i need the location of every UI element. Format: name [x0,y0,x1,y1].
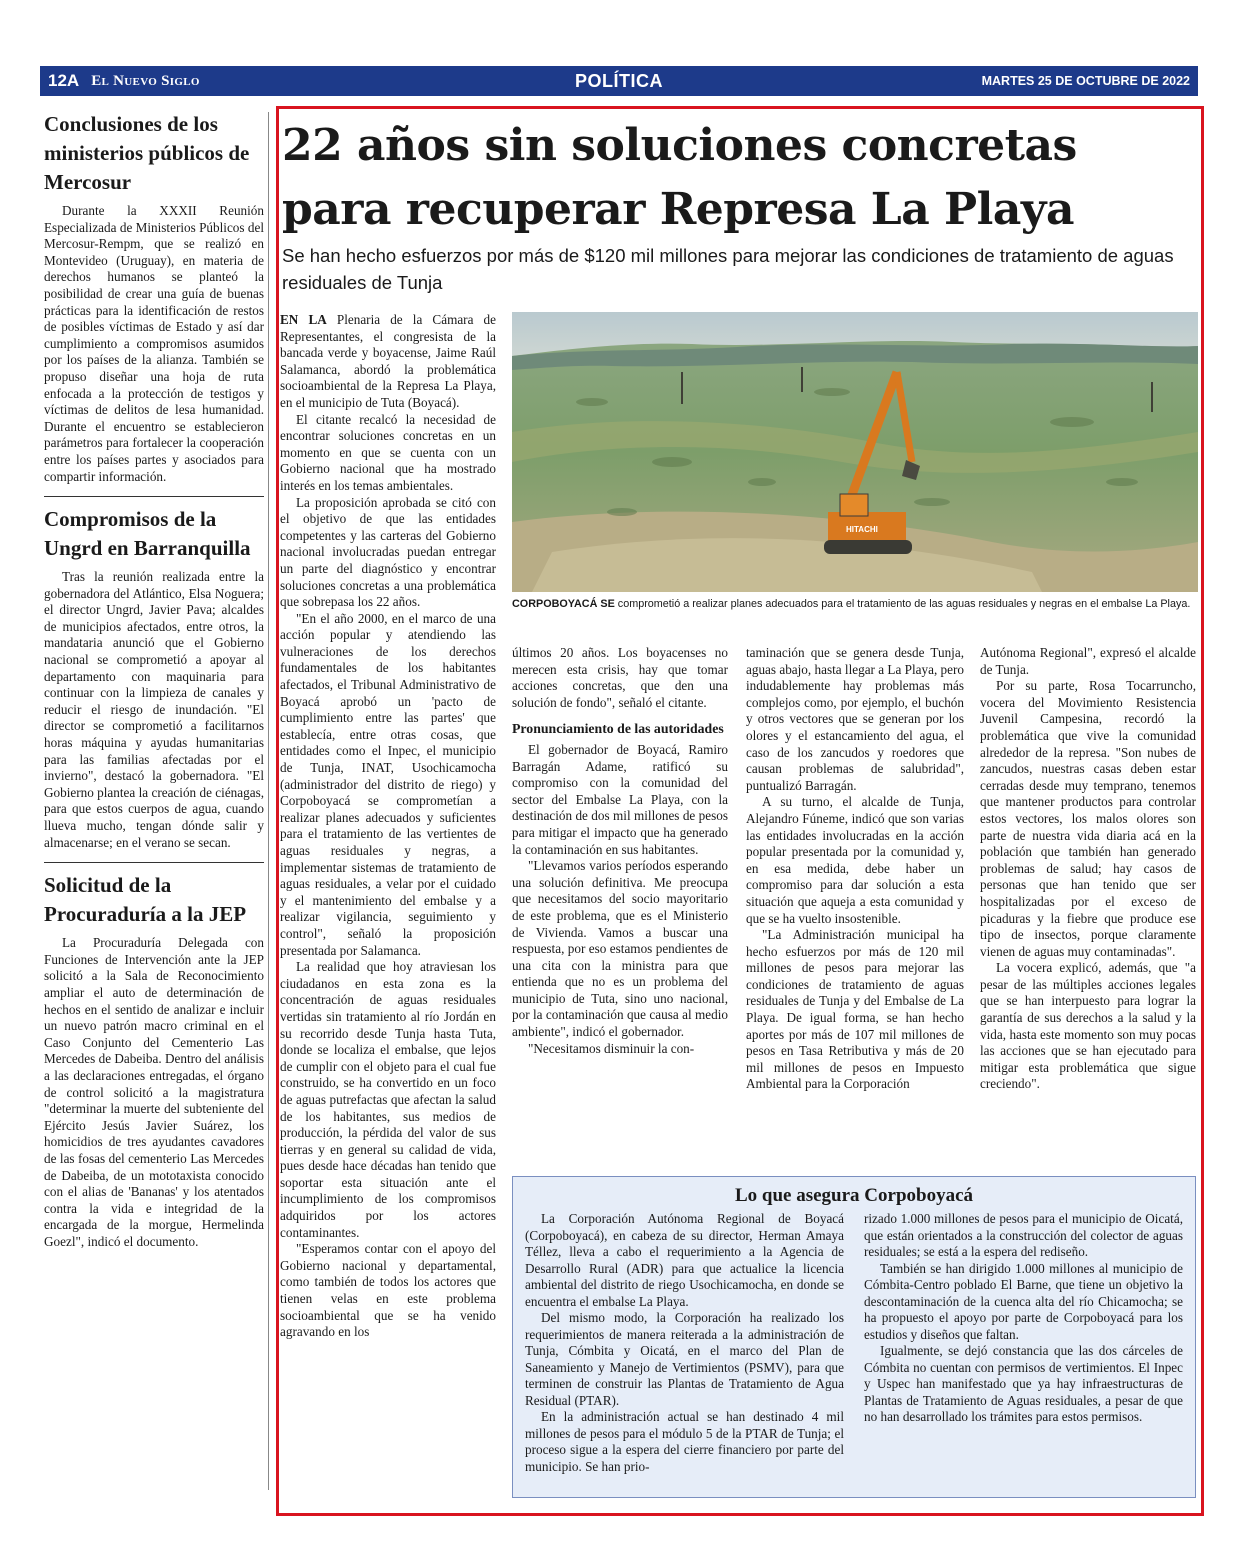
article-paragraph: La vocera explicó, además, que "a pesar de las múltiples acciones legales que se han interpuesto para lograr la garantía de sus derechos a la salud y la vida, hasta este momento son muy pocas las acciones que se han ejecutado para mitigar esta problemática que sigue creciendo". [980,960,1196,1092]
box-paragraph: Del mismo modo, la Corporación ha realizado los requerimientos de manera reiterada a la administración de Tunja, Cómbita y Oicatá, en el marco del Plan de Saneamiento y Manejo de Vertimientos (PSMV), para que terminen de construir las Plantas de Tratamiento de Agua Residual (PTAR). [525,1310,844,1408]
section-title: POLÍTICA [575,70,663,91]
article-lead: EN LA [280,312,327,327]
article-column-4 [980,645,1196,1093]
brief-body-ungrd: Tras la reunión realizada entre la gobernadora del Atlántico, Elsa Noguera; el director Ungrd, Javier Pava; alcaldes de municipios afectados, entre otros, la mandataria anunció que el Gobierno nacional se comprometió a apoyar al departamento con maquinaria para continuar con la limpieza de canales y reducir el riesgo de inundación. "El director se comprometió a facilitarnos horas máquina y ayudas humanitarias para las familias afectadas por el invierno", destacó la gobernadora. "El Gobierno plantea la creación de ciénagas, para que estos cuerpos de agua, cuando llueva mucho, tengan dónde salir y almacenarse; en el verano se secan. [44,569,264,850]
brief-divider [44,496,264,497]
box-column-2 [864,1211,1183,1475]
box-column-1 [525,1211,844,1475]
article-column-2 [512,645,728,1057]
article-paragraph: Por su parte, Rosa Tocarruncho, vocera del Movimiento Resistencia Juvenil Campesina, recordó la problemática que vive la comunidad alrededor de la represa. "Son nubes de zancudos, nuestras casas deben estar cerradas desde muy temprano, tenemos que mantener productos para controlar estos vectores, los malos olores son parte de nuestra vida diaria acá en la población que también han generado problemas de salud; hay casos de personas que han tenido que ser hospitalizadas por el exceso de picaduras y la fiebre que produce ese tipo de insectos, porque claramente vienen de aguas muy contaminadas". [980,678,1196,959]
article-column-1 [280,312,496,1341]
article-subhead: Se han hecho esfuerzos por más de $120 mil millones para mejorar las condiciones de tratamiento de aguas residuales de Tunja [282,245,1174,293]
article-paragraph: El citante recalcó la necesidad de encontrar soluciones concretas en un momento en que se cuenta con un Gobierno nacional que ha mostrado interés en los temas ambientales. [280,411,496,493]
article-paragraph: Autónoma Regional", expresó el alcalde de Tunja. [980,645,1196,677]
article-paragraph: A su turno, el alcalde de Tunja, Alejandro Fúneme, indicó que son varias las entidades involucradas en la acción popular presentada por la comunidad y, en esa medida, debe haber un compromiso para dar solución a esta situación que aqueja a esta comunidad y que se ha vuelto insostenible. [746,794,964,926]
article-paragraph: El gobernador de Boyacá, Ramiro Barragán Adame, ratificó su compromiso con la comunidad del sector del Embalse La Playa, con la destinación de dos mil millones de pesos para mitigar el impacto que ha generado la contaminación en sus habitantes. [512,741,728,857]
sidebar-briefs [44,110,264,1250]
article-paragraph: últimos 20 años. Los boyacenses no merecen esta crisis, hay que tomar acciones concretas, que den una solución de fondo", señaló el citante. [512,645,728,710]
article-subheading: Pronunciamiento de las autoridades [512,721,724,737]
article-paragraph: La proposición aprobada se citó con el objetivo de que las entidades competentes y las carteras del Gobierno nacional involucradas puedan entregar un parte del diagnóstico y encontrar soluciones concretas a una problemática que sobrepasa los 22 años. [280,494,496,610]
page-header [40,66,1198,96]
article-paragraph: "En el año 2000, en el marco de una acción popular y atendiendo las vulneraciones de los derechos fundamentales de los habitantes afectados, el Tribunal Administrativo de Boyacá aprobó un 'pacto de cumplimiento entre las partes' que establecía, entre otras cosas, que entidades como el Inpec, el municipio de Tunja, INAT, Usochicamocha (administrador del distrito de riego) y Corpoboyacá se comprometían a realizar planes adecuados y suficientes para el tratamiento de las vertientes de aguas residuales y negras, a implementar sistemas de tratamiento de aguas residuales, a velar por el cuidado y el mantenimiento del embalse y a realizar vigilancia, seguimiento y control", señaló la proposición presentada por Salamanca. [280,610,496,958]
box-paragraph: rizado 1.000 millones de pesos para el municipio de Oicatá, que están orientados a la construcción del colector de aguas residuales; se está a la espera del rediseño. [864,1211,1183,1259]
article-paragraph: "La Administración municipal ha hecho esfuerzos por más de 120 mil millones de pesos para mejorar las condiciones de tratamiento de aguas residuales de Tunja y del Embalse de La Playa. De igual forma, se han hecho aportes por más de 107 mil millones de pesos en Tasa Retributiva y más de 20 mil millones de pesos en Impuesto Ambiental para la Corporación [746,927,964,1092]
brief-title-mercosur: Conclusiones de los ministerios públicos de Mercosur [44,112,250,194]
article-paragraph: taminación que se genera desde Tunja, aguas abajo, hasta llegar a La Playa, pero indudablemente hay problemas más complejos como, por ejemplo, el buchón y otros vectores que se generan por los olores y el estancamiento del agua, el caso de los zancudos y roedores que causan problemas de salubridad", puntualizó Barragán. [746,645,964,793]
caption-lead: CORPOBOYACÁ SE [512,598,615,610]
issue-date: MARTES 25 DE OCTUBRE DE 2022 [981,74,1190,88]
page-number: 12A [48,71,80,90]
brief-body-procuraduria: La Procuraduría Delegada con Funciones de Intervención ante la JEP solicitó a la Sala de Reconocimiento ampliar el auto de determinación de hechos en el sentido de analizar e incluir un nuevo patrón macro criminal en el Caso Conjunto del Cementerio Las Mercedes de Dabeiba. Dentro del análisis a las declaraciones entregadas, el órgano de control solicitó a la magistratura "determinar la muerte del subteniente del Ejército Jesús Javier Suárez, los homicidios de tres ayudantes cavadores de las fosas del cementerio Las Mercedes de Dabeiba, de un mototaxista conocido con el alias de 'Bananas' y los atentados contra la vida e integridad de la encargada de la morgue, Hermelinda Goezl", indicó el documento. [44,935,264,1249]
article-paragraph: "Esperamos contar con el apoyo del Gobierno nacional y departamental, como también de todos los actores que tienen velas en este problema socioambiental que se ha venido agravando en los [280,1241,496,1340]
brief-divider [44,862,264,863]
brief-title-procuraduria: Solicitud de la Procuraduría a la JEP [44,873,247,927]
box-paragraph: Igualmente, se dejó constancia que las dos cárceles de Cómbita no cuentan con permisos de vertimientos. El Inpec y Uspec han manifestado que ya hay infraestructuras de Plantas de Tratamiento de Aguas residuales, a pesar de que no han desarrollado los trámites para estos permisos. [864,1343,1183,1424]
newspaper-name: El Nuevo Siglo [91,72,200,89]
article-paragraph: "Llevamos varios períodos esperando una solución definitiva. Me preocupa que necesitamos del socio mayoritario de este problema, que es el Ministerio de Vivienda. Vamos a buscar una respuesta, por eso estamos pendientes de una cita con la ministra para que entienda que no es un problema del municipio de Tuta, sino uno nacional, por la contaminación que causa al medio ambiente", indicó el gobernador. [512,858,728,1040]
column-rule [268,112,269,1490]
article-photo [512,312,1198,592]
box-title: Lo que asegura Corpoboyacá [734,1185,974,1206]
reservoir-excavator-image [512,312,1198,592]
photo-caption [512,597,1198,612]
box-paragraph: También se han dirigido 1.000 millones al municipio de Cómbita-Centro poblado El Barne, que tiene un objetivo la descontaminación de la cuenca alta del río Chicamocha; se ha propuesto el apoyo por parte de Corpoboyacá para los estudios y diseños que faltan. [864,1260,1183,1342]
box-paragraph: En la administración actual se han destinado 4 mil millones de pesos para el módulo 5 de la PTAR de Tunja; el proceso sigue a la espera del cierre financiero por parte del municipio. Se han prio- [525,1409,844,1474]
article-paragraph: EN LA Plenaria de la Cámara de Representantes, el congresista de la bancada verde y boyacense, Jaime Raúl Salamanca, abordó la problemática socioambiental de la Represa La Playa, en el municipio de Tuta (Boyacá). [280,312,497,410]
brief-body-mercosur: Durante la XXXII Reunión Especializada de Ministerios Públicos del Mercosur-Rempm, que se realizó en Montevideo (Uruguay), en materia de derechos humanos se planteó la posibilidad de crear una guía de buenas prácticas para la identificación de restos de posibles víctimas de Estado y así dar cumplimiento a compromisos asumidos por los países de la alianza. También se propuso diseñar una hoja de ruta enfocada a la protección de testigos y víctimas de delitos de lesa humanidad. Durante el encuentro se establecieron parámetros para fortalecer la cooperación entre los países partes y asociados para compartir información. [44,203,264,484]
article-paragraph: "Necesitamos disminuir la con- [528,1040,695,1056]
box-paragraph: La Corporación Autónoma Regional de Boyacá (Corpoboyacá), en cabeza de su director, Herman Amaya Téllez, lleva a cabo el requerimiento a la Agencia de Desarrollo Rural (ADR) para que actualice la licencia ambiental del distrito de riego Usochicamocha, en donde se encuentra el embalse La Playa. [525,1211,844,1309]
svg-text:HITACHI: HITACHI [846,525,878,534]
article-paragraph: La realidad que hoy atraviesan los ciudadanos en esta zona es la concentración de aguas residuales vertidas sin tratamiento al río Jordán en su recorrido desde Tunja hasta Tuta, donde se localiza el embalse, que lejos de cumplir con el objeto para el cual fue construido, se ha convertido en un foco de aguas putrefactas que afectan la salud de los habitantes, sus medios de producción, la pérdida del valor de sus tierras y en general su calidad de vida, pues desde hace décadas han tenido que soportar esta situación ante el incumplimiento de los compromisos adquiridos por los actores contaminantes. [280,959,496,1240]
corpoboyaca-box [512,1176,1196,1498]
article-column-3 [746,645,964,1093]
brief-title-ungrd: Compromisos de la Ungrd en Barranquilla [44,507,251,561]
article-headline: 22 años sin soluciones concretas para recuperar Represa La Playa [282,120,1077,235]
caption-text: comprometió a realizar planes adecuados para el tratamiento de las aguas residuales y negras en el embalse La Playa. [614,598,1191,610]
